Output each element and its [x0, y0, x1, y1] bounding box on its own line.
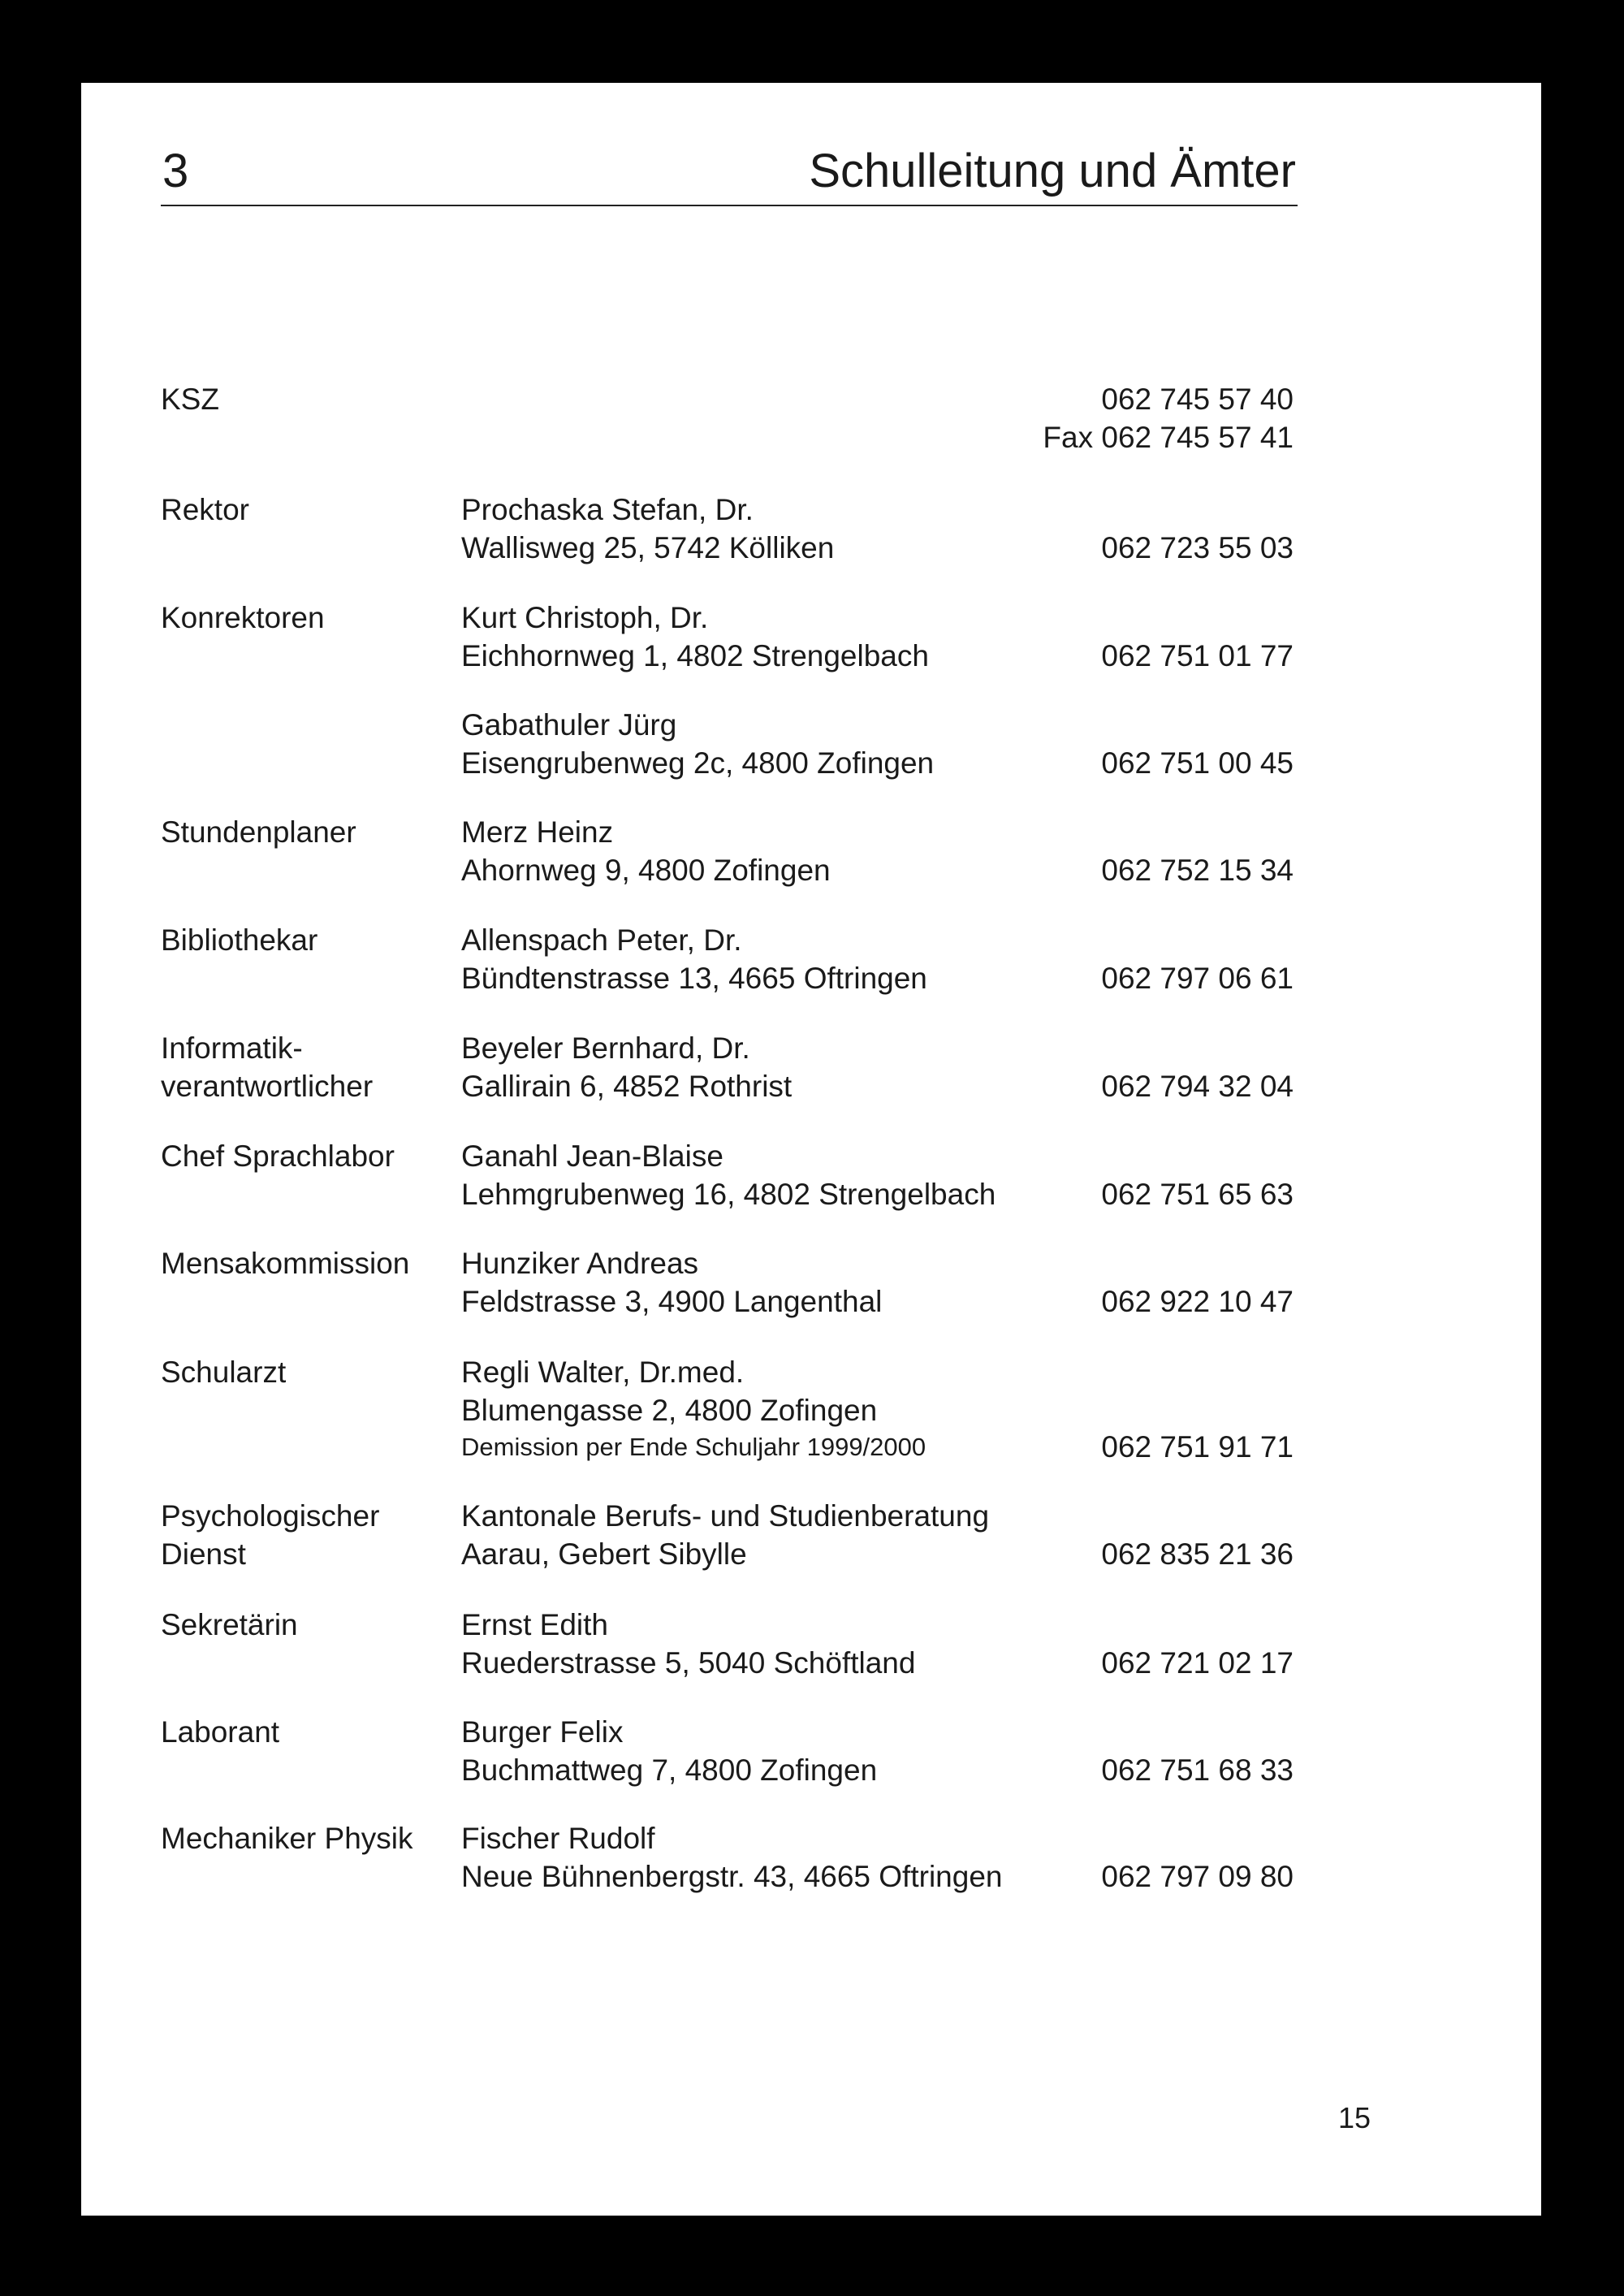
person-name: Kurt Christoph, Dr.: [461, 601, 709, 634]
person-details: [461, 1497, 1078, 1573]
person-details: [461, 1819, 1078, 1896]
person-details: [461, 1137, 1078, 1213]
person-name: Merz Heinz: [461, 815, 614, 849]
person-details: [461, 1353, 1078, 1464]
role-label: Mensakommission: [161, 1247, 410, 1280]
person-details: [461, 813, 1078, 889]
resignation-note: Demission per Ende Schuljahr 1999/2000: [461, 1433, 926, 1461]
role-label: Mechaniker Physik: [161, 1822, 413, 1855]
chapter-header: [161, 136, 1298, 206]
person-address: Gallirain 6, 4852 Rothrist: [461, 1070, 793, 1103]
person-name: Regli Walter, Dr.med.: [461, 1356, 745, 1389]
ksz-label: KSZ: [161, 383, 219, 416]
phone-number: 062 751 65 63: [1101, 1178, 1294, 1211]
page-number: 15: [1337, 2101, 1371, 2134]
person-details: [461, 1606, 1078, 1682]
role-label: Schularzt: [161, 1356, 287, 1389]
person-address: Wallisweg 25, 5742 Kölliken: [461, 531, 835, 564]
person-name: Allenspach Peter, Dr.: [461, 923, 742, 957]
person-name: Hunziker Andreas: [461, 1247, 699, 1280]
person-address: Feldstrasse 3, 4900 Langenthal: [461, 1285, 883, 1318]
chapter-number: 3: [162, 145, 189, 197]
phone-number: 062 797 09 80: [1101, 1860, 1294, 1893]
ksz-fax: Fax 062 745 57 41: [1043, 421, 1294, 454]
role-label: Psychologischer Dienst: [161, 1499, 380, 1571]
ksz-contact: [1043, 380, 1294, 456]
chapter-title: Schulleitung und Ämter: [809, 145, 1296, 197]
person-details: [461, 921, 1078, 997]
role-label: Sekretärin: [161, 1608, 298, 1641]
person-address: Eichhornweg 1, 4802 Strengelbach: [461, 639, 929, 672]
person-details: [461, 1029, 1078, 1105]
person-address: Aarau, Gebert Sibylle: [461, 1537, 747, 1571]
person-name: Prochaska Stefan, Dr.: [461, 493, 754, 526]
role-label: Rektor: [161, 493, 249, 526]
person-details: [461, 706, 1078, 782]
person-address: Neue Bühnenbergstr. 43, 4665 Oftringen: [461, 1860, 1003, 1893]
person-details: [461, 1713, 1078, 1789]
person-name: Ernst Edith: [461, 1608, 608, 1641]
phone-number: 062 922 10 47: [1101, 1285, 1294, 1318]
person-details: [461, 599, 1078, 675]
phone-number: 062 723 55 03: [1101, 531, 1294, 564]
person-address: Ruederstrasse 5, 5040 Schöftland: [461, 1646, 916, 1680]
phone-number: 062 721 02 17: [1101, 1646, 1294, 1680]
phone-number: 062 797 06 61: [1101, 962, 1294, 995]
person-address: Buchmattweg 7, 4800 Zofingen: [461, 1753, 878, 1787]
person-address: Eisengrubenweg 2c, 4800 Zofingen: [461, 746, 935, 780]
role-label: Chef Sprachlabor: [161, 1139, 395, 1173]
phone-number: 062 751 91 71: [1101, 1430, 1294, 1464]
person-details: [461, 1244, 1078, 1321]
person-address: Ahornweg 9, 4800 Zofingen: [461, 854, 831, 887]
role-label: Laborant: [161, 1715, 280, 1749]
person-name: Gabathuler Jürg: [461, 708, 677, 742]
role-label: Konrektoren: [161, 601, 325, 634]
phone-number: 062 751 68 33: [1101, 1753, 1294, 1787]
person-address: Bündtenstrasse 13, 4665 Oftringen: [461, 962, 927, 995]
person-name: Burger Felix: [461, 1715, 624, 1749]
role-label: Bibliothekar: [161, 923, 318, 957]
person-address: Blumengasse 2, 4800 Zofingen: [461, 1394, 878, 1427]
person-details: [461, 491, 1078, 567]
person-name: Beyeler Bernhard, Dr.: [461, 1031, 750, 1065]
phone-number: 062 794 32 04: [1101, 1070, 1294, 1103]
role-label: Informatik- verantwortlicher: [161, 1031, 374, 1103]
person-name: Ganahl Jean-Blaise: [461, 1139, 723, 1173]
phone-number: 062 752 15 34: [1101, 854, 1294, 887]
role-label: Stundenplaner: [161, 815, 356, 849]
person-name: Fischer Rudolf: [461, 1822, 655, 1855]
person-name: Kantonale Berufs- und Studienberatung: [461, 1499, 990, 1533]
phone-number: 062 835 21 36: [1101, 1537, 1294, 1571]
phone-number: 062 751 01 77: [1101, 639, 1294, 672]
person-address: Lehmgrubenweg 16, 4802 Strengelbach: [461, 1178, 996, 1211]
ksz-phone: 062 745 57 40: [1101, 383, 1294, 416]
phone-number: 062 751 00 45: [1101, 746, 1294, 780]
